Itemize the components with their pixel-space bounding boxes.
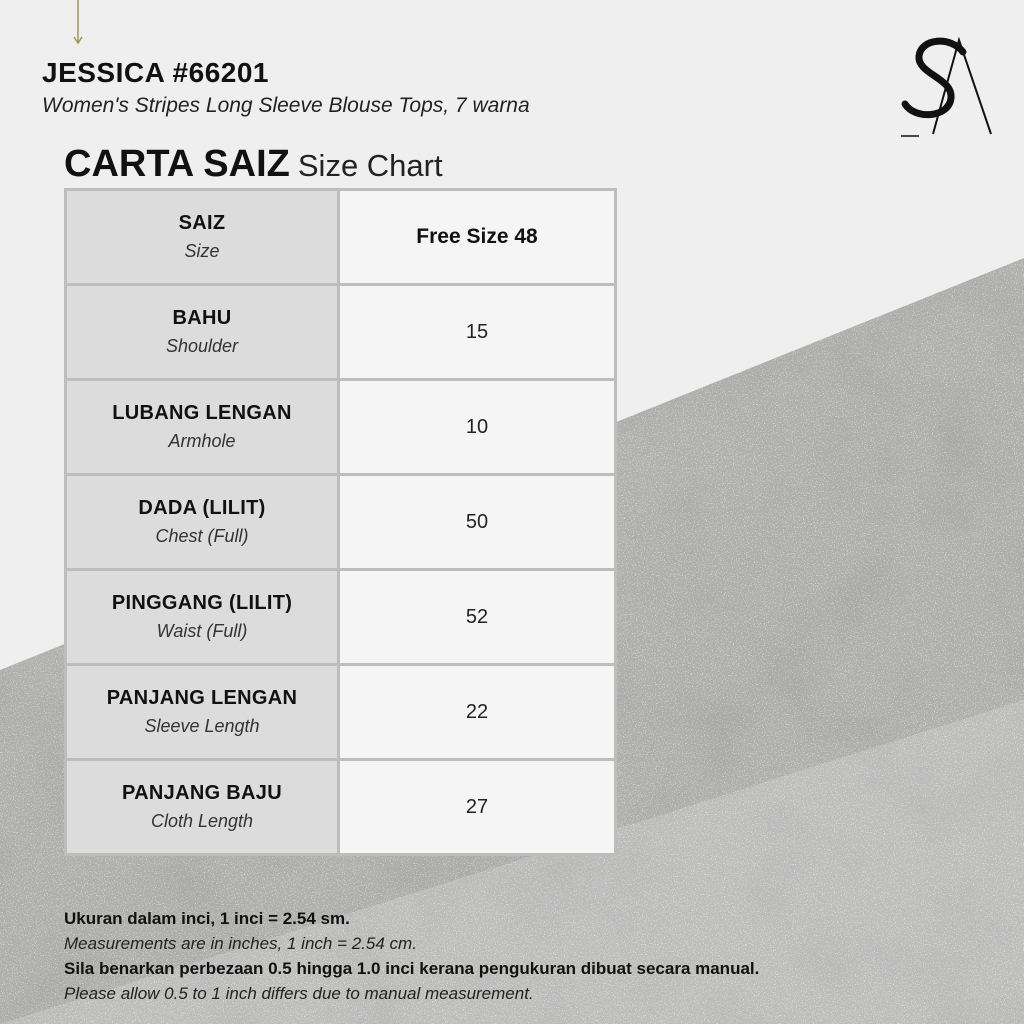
row-sublabel: Size: [184, 241, 220, 261]
row-value: 22: [339, 665, 616, 760]
row-sublabel: Shoulder: [165, 336, 239, 356]
row-sublabel: Armhole: [168, 431, 236, 451]
row-value: 10: [339, 380, 616, 475]
note-line: Ukuran dalam inci, 1 inci = 2.54 sm.: [64, 909, 350, 928]
row-value: 50: [339, 475, 616, 570]
row-sublabel: Chest (Full): [155, 526, 249, 546]
row-value: 27: [339, 760, 616, 855]
row-value: 52: [339, 570, 616, 665]
table-header-row: [66, 190, 616, 285]
table-row: [66, 665, 616, 760]
note-line: Sila benarkan perbezaan 0.5 hingga 1.0 inci kerana pengukuran dibuat secara manual.: [64, 959, 760, 978]
table-row: [66, 380, 616, 475]
row-sublabel: Sleeve Length: [144, 716, 260, 736]
row-label-cell: [66, 570, 339, 665]
product-title: JESSICA #66201: [42, 57, 269, 88]
header-value-cell: Free Size 48: [339, 190, 616, 285]
product-subtitle: Women's Stripes Long Sleeve Blouse Tops, 7 warna: [42, 94, 530, 117]
heading-sub: Size Chart: [297, 148, 443, 183]
down-arrow-icon: [72, 0, 84, 46]
row-sublabel: Waist (Full): [156, 621, 248, 641]
row-label: PANJANG BAJU: [122, 782, 282, 804]
table-row: [66, 475, 616, 570]
row-label: LUBANG LENGAN: [112, 402, 292, 424]
row-label-cell: [66, 285, 339, 380]
size-chart-table: [64, 188, 617, 856]
row-value: 15: [339, 285, 616, 380]
measurement-notes: [64, 906, 759, 1006]
table-row: [66, 285, 616, 380]
row-label: BAHU: [172, 307, 232, 329]
row-label-cell: [66, 380, 339, 475]
row-sublabel: Cloth Length: [150, 811, 254, 831]
size-chart-heading: [64, 143, 443, 186]
table-row: [66, 570, 616, 665]
row-label: PANJANG LENGAN: [106, 687, 298, 709]
row-label-cell: [66, 475, 339, 570]
note-line: Measurements are in inches, 1 inch = 2.54 cm.: [64, 934, 417, 953]
table-row: [66, 760, 616, 855]
header-label-cell: [66, 190, 339, 285]
heading-main: CARTA SAIZ: [64, 143, 290, 185]
note-line: Please allow 0.5 to 1 inch differs due to manual measurement.: [64, 984, 534, 1003]
row-label: SAIZ: [178, 212, 226, 234]
row-label: DADA (LILIT): [138, 497, 266, 519]
row-label: PINGGANG (LILIT): [111, 592, 293, 614]
row-label-cell: [66, 665, 339, 760]
row-label-cell: [66, 760, 339, 855]
brand-logo-icon: [893, 34, 993, 138]
